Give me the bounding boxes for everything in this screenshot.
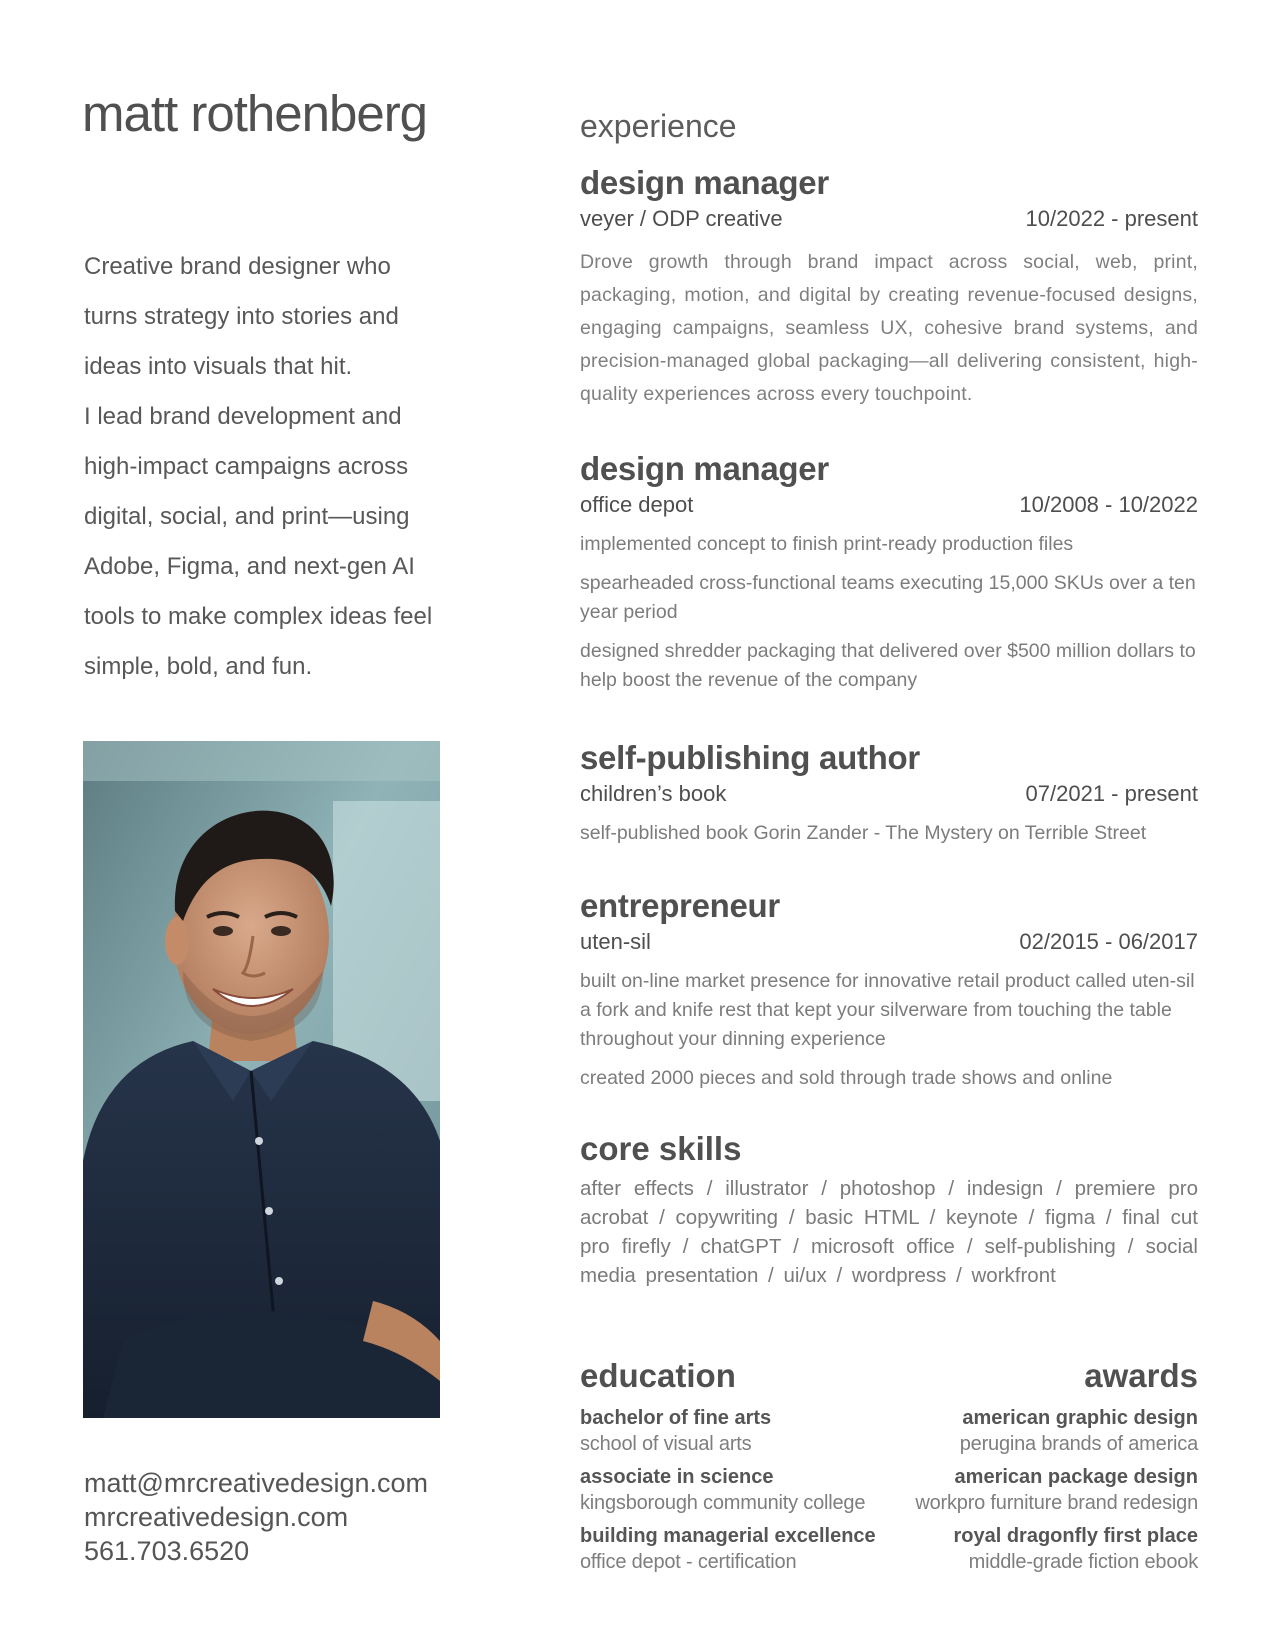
- skills-list: after effects / illustrator / photoshop / indesign / premiere pro acrobat / copywriting / basic HTML / keynote / figma / final cut pro firefly / chatGPT / microsoft office / self-publishing / social media presentation / ui/ux / wordpress / workfront: [580, 1177, 1198, 1287]
- job-dates: 10/2008 - 10/2022: [1019, 492, 1198, 517]
- bio-paragraph: Creative brand designer who turns strategy into stories and ideas into visuals that hit.: [84, 253, 399, 380]
- job-dates: 07/2021 - present: [1025, 781, 1198, 806]
- job-title: design manager: [580, 450, 829, 487]
- education-school: kingsborough community college: [580, 1492, 866, 1514]
- award-detail: workpro furniture brand redesign: [915, 1492, 1198, 1514]
- contact-info: [84, 1466, 428, 1568]
- education-school: school of visual arts: [580, 1433, 752, 1455]
- job-bullets: [580, 967, 1198, 1093]
- education-heading: education: [580, 1357, 736, 1394]
- website-link[interactable]: mrcreativedesign.com: [84, 1502, 349, 1532]
- portrait-photo: [83, 741, 440, 1418]
- award-detail: middle-grade fiction ebook: [968, 1551, 1198, 1573]
- awards-heading: awards: [1084, 1357, 1198, 1394]
- bio: [84, 242, 444, 692]
- job-bullet: designed shredder packaging that delivered over $500 million dollars to help boost the revenue of the company: [580, 640, 1196, 691]
- education-degree: associate in science: [580, 1466, 774, 1488]
- award-title: american graphic design: [962, 1407, 1198, 1429]
- job-bullet: spearheaded cross-functional teams executing 15,000 SKUs over a ten year period: [580, 572, 1196, 623]
- job-title: design manager: [580, 164, 829, 201]
- job-entry: [580, 162, 1198, 411]
- experience-heading: experience: [580, 108, 737, 144]
- job-bullets: [580, 530, 1198, 695]
- education-school: office depot - certification: [580, 1551, 797, 1573]
- resume-name: matt rothenberg: [82, 85, 428, 142]
- job-entry: [580, 885, 1198, 1093]
- experience-column: [580, 104, 1198, 1573]
- job-dates: 10/2022 - present: [1025, 206, 1198, 231]
- education-entry: [580, 1464, 900, 1516]
- skills-heading: core skills: [580, 1130, 742, 1167]
- job-entry: [580, 448, 1198, 695]
- job-company: veyer / ODP creative: [580, 206, 783, 231]
- job-dates: 02/2015 - 06/2017: [1019, 929, 1198, 954]
- phone-number: 561.703.6520: [84, 1536, 250, 1566]
- job-bullet: built on-line market presence for innovative retail product called uten-sil a fork and knife rest that kept your silverware from touching the table throughout your dinning experience: [580, 970, 1195, 1050]
- job-company: uten-sil: [580, 929, 651, 954]
- job-bullet: implemented concept to finish print-ready production files: [580, 533, 1074, 555]
- core-skills: [580, 1128, 1198, 1290]
- job-title: self-publishing author: [580, 739, 920, 776]
- education-entry: [580, 1523, 900, 1575]
- bio-paragraph: I lead brand development and high-impact campaigns across digital, social, and print—using Adobe, Figma, and next-gen AI tools to make complex ideas feel simple, bold, and fun.: [84, 403, 433, 680]
- award-detail: perugina brands of america: [959, 1433, 1198, 1455]
- education-degree: bachelor of fine arts: [580, 1407, 772, 1429]
- job-title: entrepreneur: [580, 887, 780, 924]
- job-entry: [580, 737, 1198, 848]
- award-title: american package design: [954, 1466, 1198, 1488]
- job-company: children’s book: [580, 781, 727, 806]
- job-bullets: [580, 819, 1198, 848]
- education-section: [580, 1354, 900, 1575]
- job-bullet: created 2000 pieces and sold through trade shows and online: [580, 1067, 1113, 1089]
- job-company: office depot: [580, 492, 694, 517]
- award-entry: [878, 1523, 1198, 1575]
- job-summary: Drove growth through brand impact across social, web, print, packaging, motion, and digital by creating revenue-focused designs, engaging campaigns, seamless UX, cohesive brand systems, and precision-managed global packaging—all delivering consistent, high-quality experiences across every touchpoint.: [580, 251, 1198, 405]
- award-title: royal dragonfly first place: [953, 1525, 1198, 1547]
- education-entry: [580, 1405, 900, 1457]
- job-bullet: self-published book Gorin Zander - The Mystery on Terrible Street: [580, 822, 1147, 844]
- education-degree: building managerial excellence: [580, 1525, 876, 1547]
- award-entry: [878, 1405, 1198, 1457]
- portrait-illustration: [83, 741, 440, 1418]
- award-entry: [878, 1464, 1198, 1516]
- email-link[interactable]: matt@mrcreativedesign.com: [84, 1468, 429, 1498]
- awards-section: [878, 1354, 1198, 1575]
